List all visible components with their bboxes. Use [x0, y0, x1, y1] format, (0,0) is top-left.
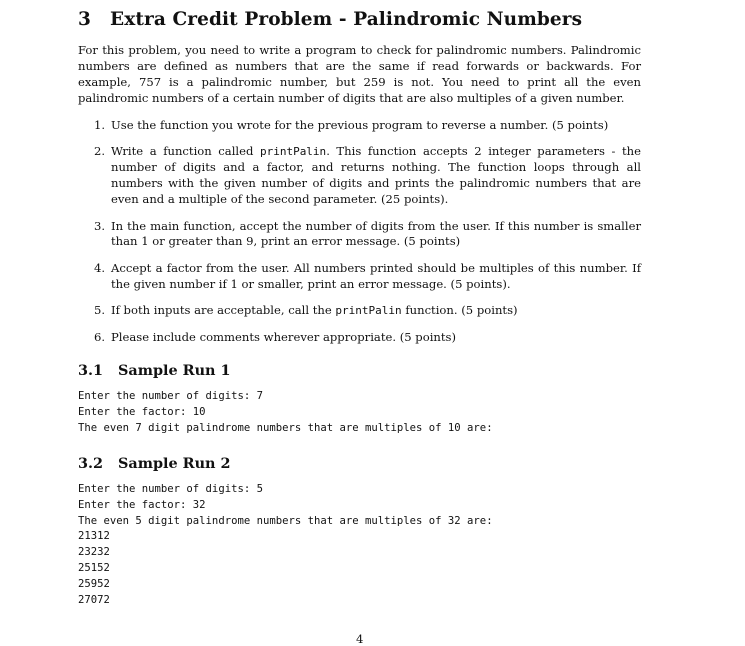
task-marker: 6. [94, 329, 106, 344]
output-line: Enter the number of digits: 7 [78, 390, 263, 402]
sample-run-2-number: 3.2 [78, 455, 104, 472]
task-marker: 4. [94, 260, 106, 275]
task-text: Use the function you wrote for the previous program to reverse a number. (5 points) [111, 118, 609, 132]
task-item [78, 330, 641, 346]
output-line: Enter the factor: 32 [78, 498, 206, 511]
task-item [78, 303, 641, 319]
output-line: Enter the factor: 10 [78, 405, 206, 418]
sample-run-1-output [78, 389, 493, 436]
sample-run-1-number: 3.1 [78, 362, 104, 379]
sample-run-2-output [78, 482, 493, 608]
output-line: Enter the number of digits: 5 [78, 483, 263, 495]
task-text: Write a function called [111, 144, 260, 159]
page-number: 4 [356, 632, 364, 646]
output-line: 21312 [78, 530, 110, 543]
inline-code: printPalin [259, 145, 327, 159]
task-item [78, 261, 641, 293]
task-item [78, 219, 641, 251]
output-line: 27072 [78, 593, 110, 606]
task-marker: 1. [94, 118, 106, 132]
task-marker: 2. [94, 144, 106, 159]
task-text: function. (5 points) [401, 303, 518, 318]
task-text: Accept a factor from the user. All numbers printed should be multiples of this number. If the given number if 1 or smaller, print an error message. (5 points). [111, 260, 641, 291]
task-item [78, 118, 641, 134]
task-item [78, 144, 641, 208]
inline-code: printPalin [335, 304, 402, 318]
output-line: The even 5 digit palindrome numbers that are multiples of 32 are: [78, 514, 493, 527]
task-text: Please include comments wherever appropriate. (5 points) [111, 329, 457, 344]
section-title-text: Extra Credit Problem - Palindromic Numbers [110, 9, 583, 30]
section-heading [78, 9, 582, 30]
output-line: 25952 [78, 577, 110, 590]
sample-run-1-heading [78, 362, 231, 379]
sample-run-2-title: Sample Run 2 [118, 455, 231, 472]
task-text: In the main function, accept the number of digits from the user. If this number is smaller than 1 or greater than 9, print an error message. (5 points) [111, 218, 641, 249]
task-marker: 5. [94, 303, 106, 318]
output-line: The even 7 digit palindrome numbers that are multiples of 10 are: [78, 421, 493, 434]
task-list [78, 118, 641, 356]
task-text: If both inputs are acceptable, call the [111, 303, 336, 318]
task-marker: 3. [94, 218, 106, 233]
output-line: 23232 [78, 546, 110, 559]
task-text: . This function accepts 2 integer parameters - the number of digits and a factor, and returns nothing. The function loops through all numbers with the given number of digits and prints the palindromic numbers that are even and a multiple of the second parameter. (25 points). [111, 144, 641, 207]
section-number: 3 [78, 9, 91, 30]
sample-run-1-title: Sample Run 1 [118, 362, 231, 379]
intro-paragraph: For this problem, you need to write a program to check for palindromic numbers. Palindromic numbers are defined as numbers that are the same if read forwards or backwards. For example, 757 is a palindromic number, but 259 is not. You need to print all the even palindromic numbers of a certain number of digits that are also multiples of a given number. [78, 43, 641, 105]
sample-run-2-heading [78, 455, 231, 472]
output-line: 25152 [78, 561, 110, 574]
